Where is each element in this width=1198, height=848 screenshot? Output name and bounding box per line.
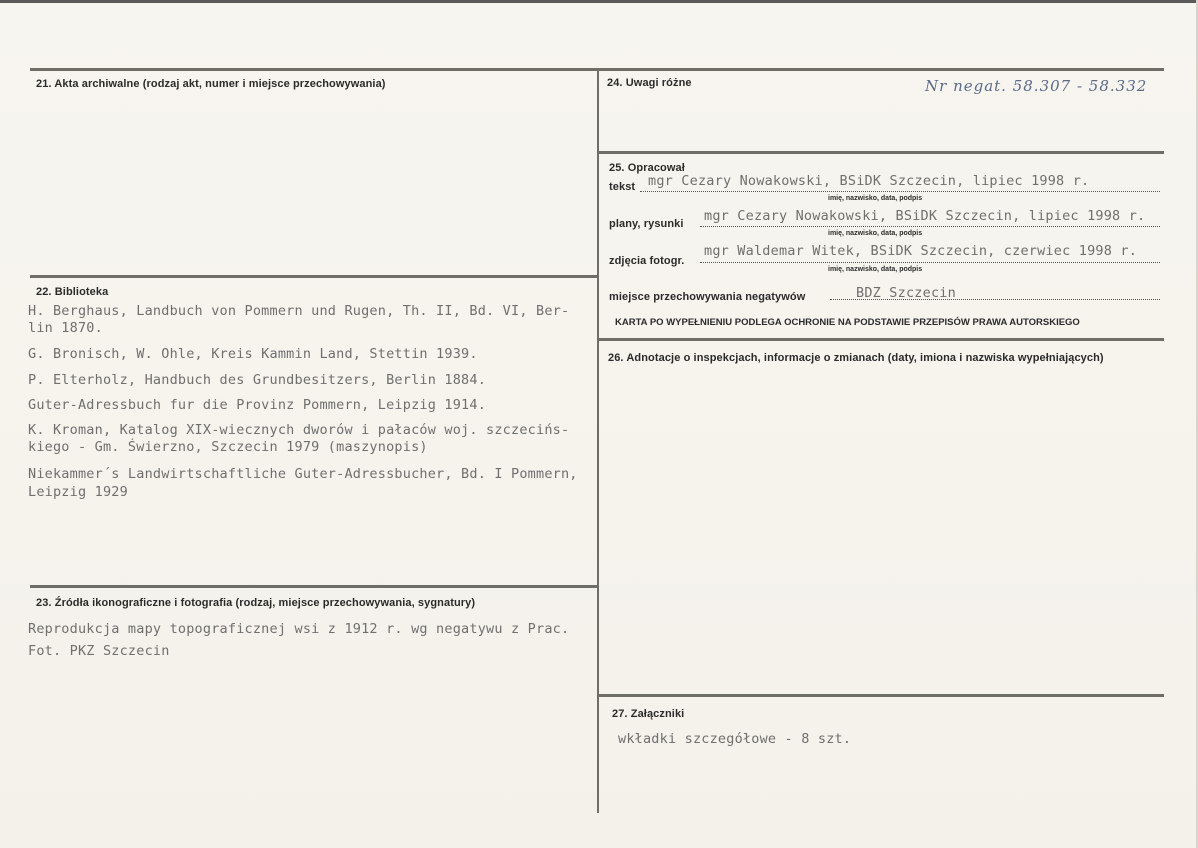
dotted-line — [640, 191, 1160, 192]
section-23-label: 23. Źródła ikonograficzne i fotografia (rodzaj, miejsce przechowywania, sygnatury) — [36, 597, 476, 609]
signature-caption: imię, nazwisko, data, podpis — [828, 230, 923, 237]
rule-26-27 — [598, 694, 1164, 697]
handwritten-negative-numbers: Nr negat. 58.307 - 58.332 — [925, 77, 1148, 95]
attachments-value: wkładki szczegółowe - 8 szt. — [618, 731, 852, 747]
rule-21-22 — [30, 275, 598, 278]
section-22-label: 22. Biblioteka — [36, 286, 109, 298]
rule-22-23 — [30, 585, 598, 588]
rule-25-26 — [598, 338, 1164, 341]
iconography-line: Fot. PKZ Szczecin — [28, 643, 170, 659]
bibliography-line: H. Berghaus, Landbuch von Pommern und Rugen, Th. II, Bd. VI, Ber- — [28, 303, 570, 319]
photos-author-value: mgr Waldemar Witek, BSiDK Szczecin, czerwiec 1998 r. — [704, 243, 1138, 259]
signature-caption: imię, nazwisko, data, podpis — [828, 266, 923, 273]
bibliography-line: Niekammer´s Landwirtschaftliche Guter-Adressbucher, Bd. I Pommern, — [28, 466, 578, 482]
rule-top-right — [598, 68, 1164, 71]
rule-top-left — [30, 68, 598, 71]
drawings-author-value: mgr Cezary Nowakowski, BSiDK Szczecin, lipiec 1998 r. — [704, 208, 1146, 224]
text-author-value: mgr Cezary Nowakowski, BSiDK Szczecin, lipiec 1998 r. — [648, 173, 1090, 189]
negatives-storage-value: BDZ Szczecin — [856, 285, 956, 301]
bibliography-line: P. Elterholz, Handbuch des Grundbesitzers, Berlin 1884. — [28, 372, 487, 388]
photos-author-label: zdjęcia fotogr. — [609, 255, 685, 267]
top-edge — [0, 0, 1198, 3]
copyright-notice: KARTA PO WYPEŁNIENIU PODLEGA OCHRONIE NA PODSTAWIE PRZEPISÓW PRAWA AUTORSKIEGO — [615, 317, 1080, 328]
section-25-label: 25. Opracował — [609, 162, 685, 174]
dotted-line — [700, 226, 1160, 227]
bibliography-line: K. Kroman, Katalog XIX-wiecznych dworów i pałaców woj. szczecińs- — [28, 422, 570, 438]
bibliography-line: kiego - Gm. Świerzno, Szczecin 1979 (maszynopis) — [28, 439, 428, 455]
column-divider — [597, 68, 599, 813]
bibliography-line: Guter-Adressbuch fur die Provinz Pommern, Leipzig 1914. — [28, 397, 487, 413]
rule-24-25 — [598, 151, 1164, 154]
section-26-label: 26. Adnotacje o inspekcjach, informacje o zmianach (daty, imiona i nazwiska wypełniających) — [608, 352, 1104, 364]
section-24-label: 24. Uwagi różne — [607, 77, 692, 89]
bibliography-line: lin 1870. — [28, 320, 103, 336]
dotted-line — [700, 262, 1160, 263]
drawings-author-label: plany, rysunki — [609, 218, 684, 230]
iconography-line: Reprodukcja mapy topograficznej wsi z 1912 r. wg negatywu z Prac. — [28, 621, 570, 637]
negatives-storage-label: miejsce przechowywania negatywów — [609, 291, 806, 303]
section-27-label: 27. Załączniki — [612, 708, 685, 720]
bibliography-line: G. Bronisch, W. Ohle, Kreis Kammin Land, Stettin 1939. — [28, 346, 478, 362]
signature-caption: imię, nazwisko, data, podpis — [828, 195, 923, 202]
section-21-label: 21. Akta archiwalne (rodzaj akt, numer i miejsce przechowywania) — [36, 78, 386, 90]
bibliography-line: Leipzig 1929 — [28, 484, 128, 500]
text-author-label: tekst — [609, 181, 636, 193]
